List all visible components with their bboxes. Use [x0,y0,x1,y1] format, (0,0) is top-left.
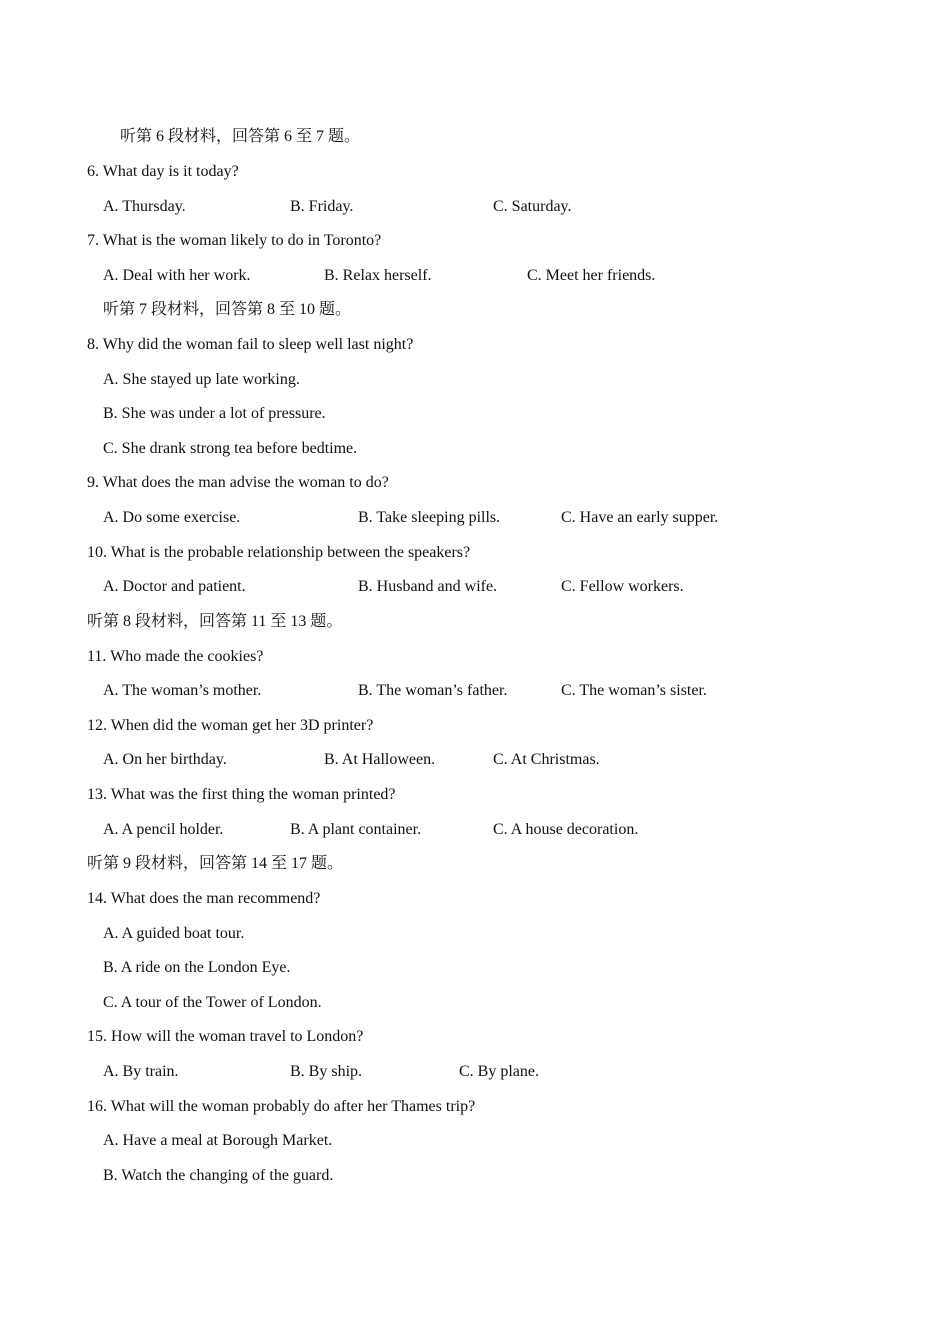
q11-option-a: A. The woman’s mother. [103,682,262,699]
q8-option-a: A. She stayed up late working. [103,371,300,388]
section-6-instruction: 听第 6 段材料，回答第 6 至 7 题。 [120,128,361,145]
q15-option-b: B. By ship. [290,1063,363,1080]
q12-option-a: A. On her birthday. [103,751,227,768]
q7-option-c: C. Meet her friends. [527,267,656,284]
q9-option-a: A. Do some exercise. [103,509,241,526]
q13-option-a: A. A pencil holder. [103,821,224,838]
q8-option-c: C. She drank strong tea before bedtime. [103,440,358,457]
q6-option-a: A. Thursday. [103,198,186,215]
q6-option-c: C. Saturday. [493,198,572,215]
q10-option-c: C. Fellow workers. [561,578,684,595]
q7-option-b: B. Relax herself. [324,267,432,284]
question-12: 12. When did the woman get her 3D printer? [87,717,374,734]
q14-option-b: B. A ride on the London Eye. [103,959,291,976]
question-14: 14. What does the man recommend? [87,890,321,907]
section-9-instruction: 听第 9 段材料，回答第 14 至 17 题。 [87,855,344,872]
q15-option-c: C. By plane. [459,1063,539,1080]
question-16: 16. What will the woman probably do after her Thames trip? [87,1098,476,1115]
q10-option-b: B. Husband and wife. [358,578,498,595]
q10-option-a: A. Doctor and patient. [103,578,246,595]
q7-option-a: A. Deal with her work. [103,267,251,284]
question-6: 6. What day is it today? [87,163,239,180]
q9-option-b: B. Take sleeping pills. [358,509,501,526]
q16-option-a: A. Have a meal at Borough Market. [103,1132,333,1149]
q15-option-a: A. By train. [103,1063,179,1080]
q9-option-c: C. Have an early supper. [561,509,719,526]
q8-option-b: B. She was under a lot of pressure. [103,405,326,422]
q13-option-b: B. A plant container. [290,821,422,838]
question-8: 8. Why did the woman fail to sleep well last night? [87,336,414,353]
q14-option-c: C. A tour of the Tower of London. [103,994,322,1011]
q12-option-b: B. At Halloween. [324,751,436,768]
q16-option-b: B. Watch the changing of the guard. [103,1167,334,1184]
section-8-instruction: 听第 8 段材料，回答第 11 至 13 题。 [87,613,343,630]
question-15: 15. How will the woman travel to London? [87,1028,364,1045]
q11-option-b: B. The woman’s father. [358,682,508,699]
q11-option-c: C. The woman’s sister. [561,682,707,699]
q12-option-c: C. At Christmas. [493,751,600,768]
question-13: 13. What was the first thing the woman printed? [87,786,396,803]
q13-option-c: C. A house decoration. [493,821,639,838]
section-7-instruction: 听第 7 段材料，回答第 8 至 10 题。 [103,301,352,318]
q6-option-b: B. Friday. [290,198,354,215]
question-10: 10. What is the probable relationship between the speakers? [87,544,471,561]
q14-option-a: A. A guided boat tour. [103,925,245,942]
question-7: 7. What is the woman likely to do in Toronto? [87,232,382,249]
question-9: 9. What does the man advise the woman to do? [87,474,389,491]
question-11: 11. Who made the cookies? [87,648,264,665]
